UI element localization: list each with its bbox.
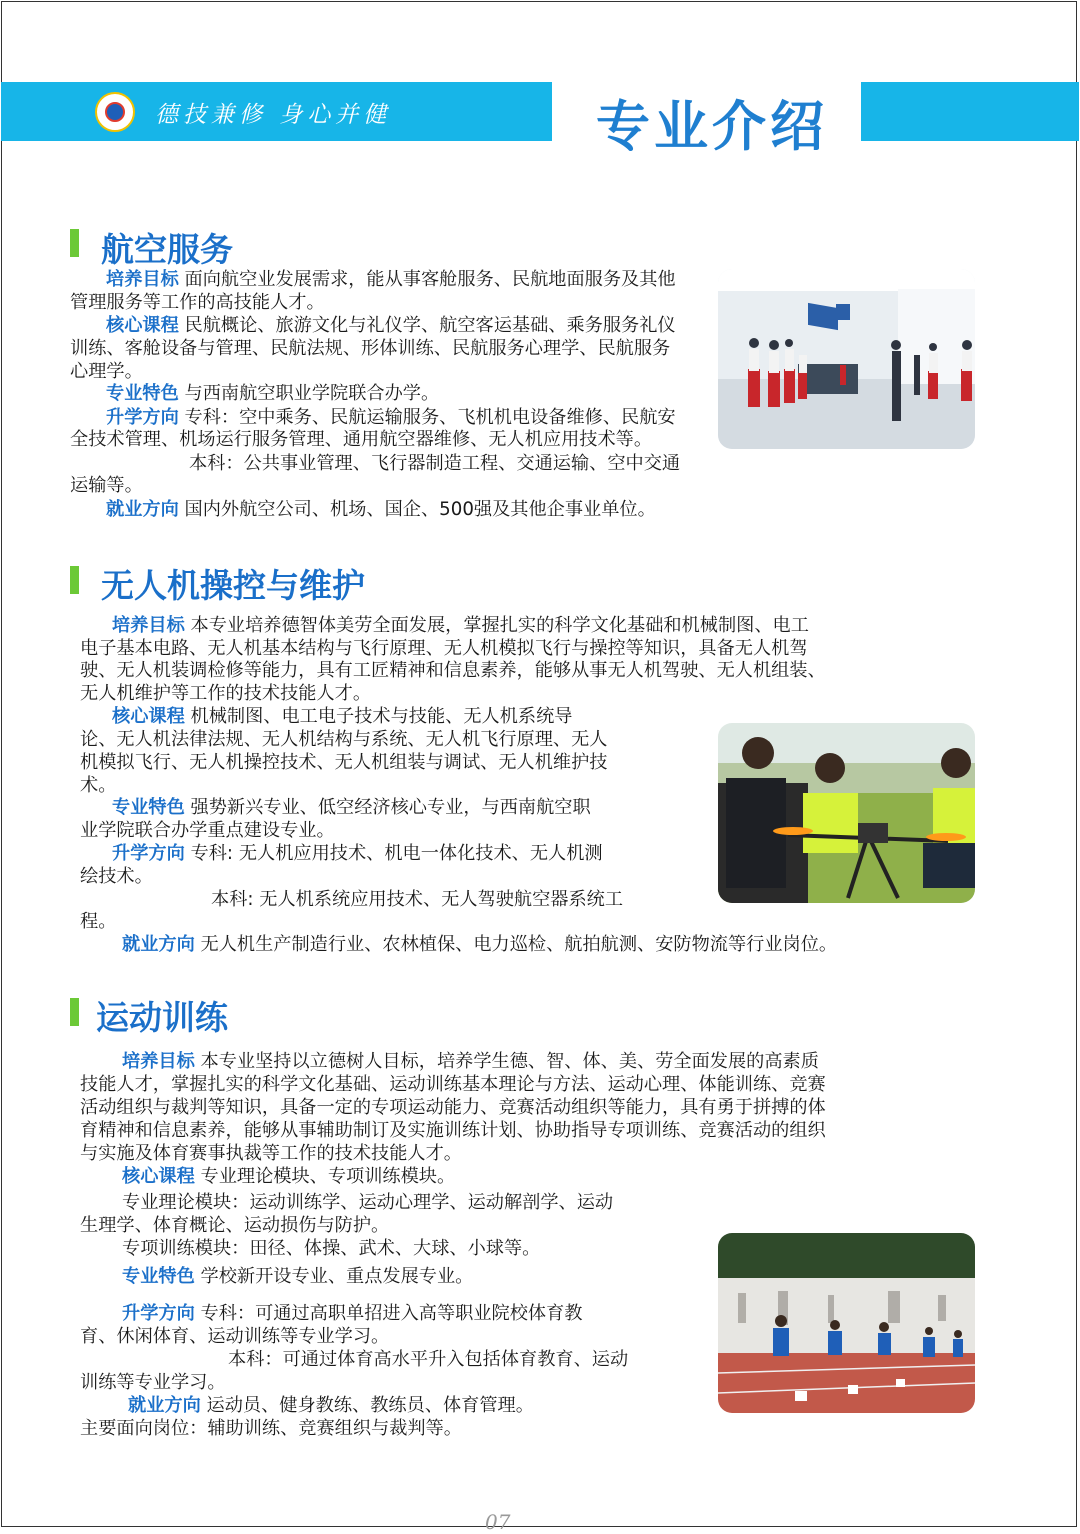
line: 驶、无人机装调检修等能力，具有工匠精神和信息素养，能够从事无人机驾驶、无人机组装、 — [80, 660, 826, 681]
line: 业学院联合办学重点建设专业。 — [80, 820, 335, 841]
label: 升学方向 — [122, 1303, 195, 1324]
drone-students-photo — [718, 723, 975, 903]
line: 培养目标 本专业培养德智体美劳全面发展，掌握扎实的科学文化基础和机械制图、电工 — [112, 615, 809, 636]
label: 专业特色 — [122, 1266, 195, 1287]
line: 专业特色 强势新兴专业、低空经济核心专业，与西南航空职 — [112, 797, 591, 818]
line: 育精神和信息素养，能够从事辅助制订及实施训练计划、协助指导专项训练、竞赛活动的组织 — [80, 1120, 826, 1141]
label: 就业方向 — [128, 1395, 201, 1416]
line: 技能人才，掌握扎实的科学文化基础、运动训练基本理论与方法、运动心理、体能训练、竞赛 — [80, 1074, 826, 1095]
label: 核心课程 — [106, 315, 179, 336]
line: 本科：可通过体育高水平升入包括体育教育、运动 — [228, 1349, 629, 1370]
line: 专项训练模块：田径、体操、武术、大球、小球等。 — [122, 1238, 541, 1259]
line: 升学方向 专科：可通过高职单招进入高等职业院校体育教 — [122, 1303, 583, 1324]
section-title-sports: 运动训练 — [96, 998, 228, 1037]
line: 与实施及体育赛事执裁等工作的技术技能人才。 — [80, 1143, 462, 1164]
line: 育、休闲体育、运动训练等专业学习。 — [80, 1326, 390, 1347]
line: 训练、客舱设备与管理、民航法规、形体训练、民航服务心理学、民航服务 — [70, 338, 671, 359]
line: 生理学、体育概论、运动损伤与防护。 — [80, 1215, 390, 1236]
line: 绘技术。 — [80, 866, 153, 887]
line: 培养目标 本专业坚持以立德树人目标，培养学生德、智、体、美、劳全面发展的高素质 — [122, 1051, 819, 1072]
label: 培养目标 — [122, 1051, 195, 1072]
line: 本科：公共事业管理、飞行器制造工程、交通运输、空中交通 — [189, 453, 681, 474]
section-title-aviation: 航空服务 — [101, 230, 233, 269]
line: 专业特色 学校新开设专业、重点发展专业。 — [122, 1266, 474, 1287]
line: 论、无人机法律法规、无人机结构与系统、无人机飞行原理、无人 — [80, 729, 608, 750]
line: 本科: 无人机系统应用技术、无人驾驶航空器系统工 — [211, 889, 624, 910]
line: 机模拟飞行、无人机操控技术、无人机组装与调试、无人机维护技 — [80, 752, 608, 773]
line: 升学方向 专科：空中乘务、民航运输服务、飞机机电设备维修、民航安 — [106, 407, 676, 428]
line: 核心课程 专业理论模块、专项训练模块。 — [122, 1166, 456, 1187]
line: 核心课程 机械制图、电工电子技术与技能、无人机系统导 — [112, 706, 573, 727]
label: 就业方向 — [122, 934, 195, 955]
line: 培养目标 面向航空业发展需求，能从事客舱服务、民航地面服务及其他 — [106, 269, 676, 290]
school-logo-icon — [95, 92, 135, 132]
label: 培养目标 — [112, 615, 185, 636]
line: 升学方向 专科: 无人机应用技术、机电一体化技术、无人机测 — [112, 843, 603, 864]
line: 术。 — [80, 775, 117, 796]
label: 专业特色 — [112, 797, 185, 818]
line: 就业方向 运动员、健身教练、教练员、体育管理。 — [128, 1395, 534, 1416]
line: 专业理论模块：运动训练学、运动心理学、运动解剖学、运动 — [122, 1192, 614, 1213]
line: 管理服务等工作的高技能人才。 — [70, 292, 325, 313]
line: 训练等专业学习。 — [80, 1372, 226, 1393]
line: 程。 — [80, 911, 117, 932]
label: 专业特色 — [106, 383, 179, 404]
line: 就业方向 国内外航空公司、机场、国企、500强及其他企事业单位。 — [106, 499, 656, 520]
label: 核心课程 — [112, 706, 185, 727]
page-title: 专业介绍 — [596, 95, 828, 158]
line: 全技术管理、机场运行服务管理、通用航空器维修、无人机应用技术等。 — [70, 429, 653, 450]
header-banner-right — [861, 82, 1079, 141]
section-title-drone: 无人机操控与维护 — [101, 566, 365, 605]
line: 电子基本电路、无人机基本结构与飞行原理、无人机模拟飞行与操控等知识，具备无人机驾 — [80, 638, 808, 659]
page-number: 07 — [485, 1510, 511, 1534]
label: 培养目标 — [106, 269, 179, 290]
label: 就业方向 — [106, 499, 179, 520]
label: 升学方向 — [106, 407, 179, 428]
aviation-staff-photo — [718, 269, 975, 449]
line: 运输等。 — [70, 475, 143, 496]
section-marker — [70, 998, 79, 1026]
label: 核心课程 — [122, 1166, 195, 1187]
school-motto: 德技兼修 身心并健 — [155, 102, 392, 128]
line: 专业特色 与西南航空职业学院联合办学。 — [106, 383, 440, 404]
line: 活动组织与裁判等知识，具备一定的专项运动能力、竞赛活动组织等能力，具有勇于拼搏的体 — [80, 1097, 826, 1118]
section-marker — [70, 566, 79, 594]
section-marker — [70, 229, 79, 257]
line: 心理学。 — [70, 361, 143, 382]
label: 升学方向 — [112, 843, 185, 864]
sprint-training-photo — [718, 1233, 975, 1413]
line: 无人机维护等工作的技术技能人才。 — [80, 683, 372, 704]
line: 就业方向 无人机生产制造行业、农林植保、电力巡检、航拍航测、安防物流等行业岗位。 — [122, 934, 838, 955]
line: 主要面向岗位：辅助训练、竞赛组织与裁判等。 — [80, 1418, 462, 1439]
line: 核心课程 民航概论、旅游文化与礼仪学、航空客运基础、乘务服务礼仪 — [106, 315, 676, 336]
